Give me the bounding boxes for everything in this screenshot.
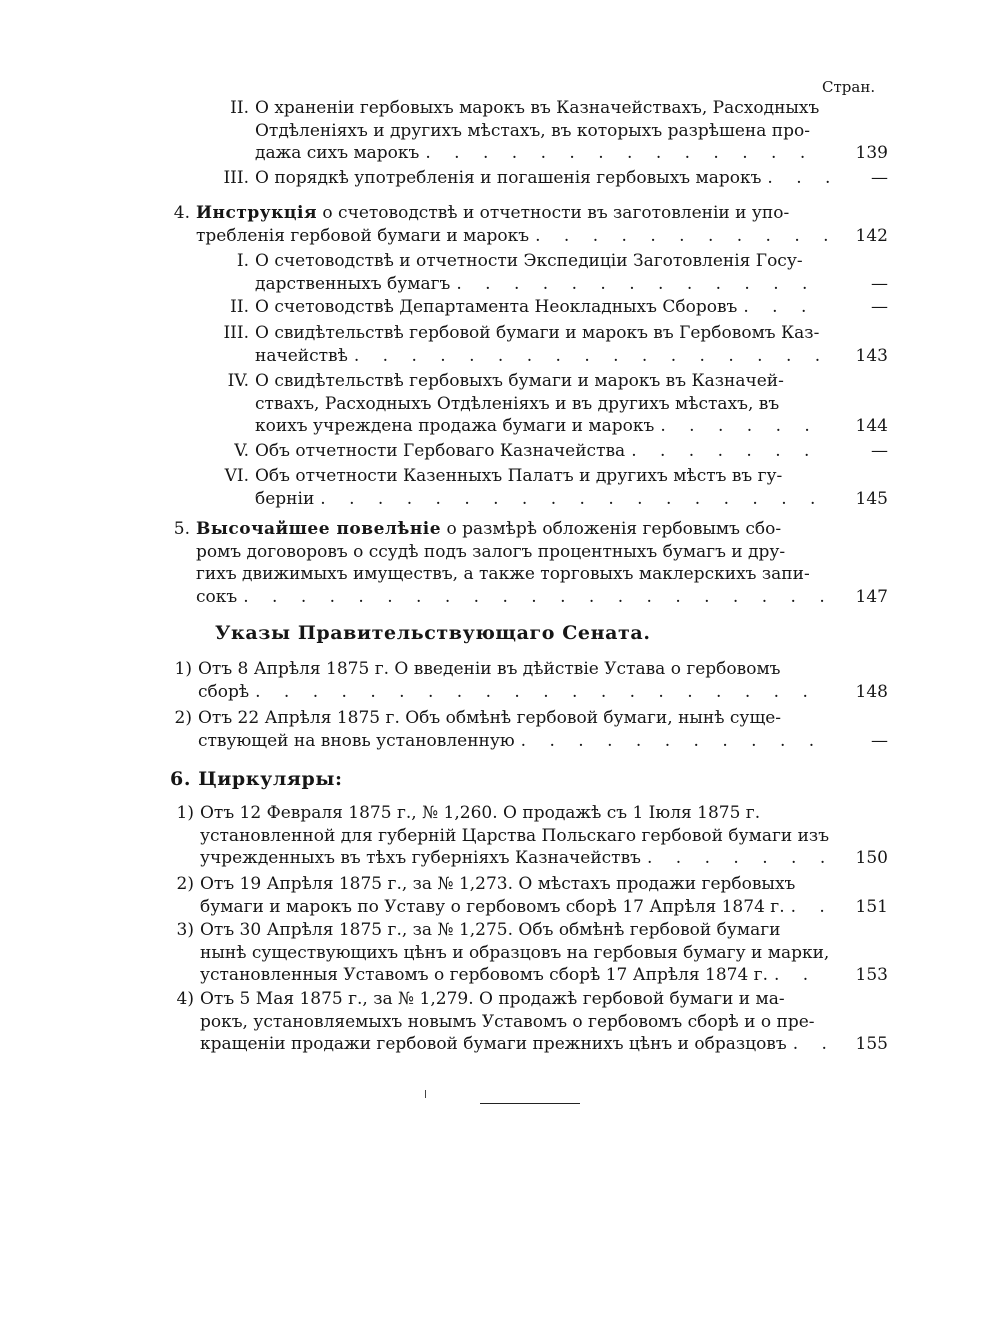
page-number: 142	[855, 225, 888, 246]
entry-line: ствующей на вновь установленную . . .	[198, 730, 830, 753]
toc-circular-1	[176, 802, 888, 870]
leader-dots	[641, 847, 830, 870]
entry-number: V.	[234, 441, 249, 461]
section-title-bold: Инструкція	[196, 203, 318, 223]
section-title-bold: Высочайшее повелѣніе	[196, 519, 442, 539]
leader-dots	[529, 225, 830, 248]
leader-dots	[625, 440, 830, 463]
entry-line: ромъ договоровъ о ссудѣ подъ залогъ процентныхъ бумагъ и дру-	[196, 541, 786, 562]
entry-line: О порядкѣ употребленія и погашенія гербовыхъ марокъ . . .	[255, 167, 830, 190]
page-number: —	[871, 441, 888, 461]
senate-heading: Указы Правительствующаго Сената.	[215, 622, 651, 644]
entry-line: установленныя Уставомъ о гербовомъ сборѣ 17 Апрѣля 1874 г. . . .	[200, 964, 830, 987]
entry-line: О счетоводствѣ Департамента Неокладныхъ Сборовъ . . .	[255, 296, 830, 319]
entry-line: Отъ 5 Мая 1875 г., за № 1,279. О продажѣ гербовой бумаги и ма-	[200, 989, 785, 1009]
entry-line: учрежденныхъ въ тѣхъ губерніяхъ Казначействъ . . .	[200, 847, 830, 870]
toc-circular-3	[176, 919, 888, 987]
page-number: —	[871, 297, 888, 317]
toc-entry-ii	[230, 97, 888, 165]
toc-circular-2	[176, 873, 888, 918]
toc-section-5	[173, 518, 888, 608]
entry-number: II.	[230, 98, 249, 118]
toc-entry-4-ii	[230, 296, 888, 319]
entry-line: коихъ учреждена продажа бумаги и марокъ . . .	[255, 415, 830, 438]
entry-line: берніи . . .	[255, 488, 830, 511]
entry-line: установленной для губерній Царства Польскаго гербовой бумаги изъ	[200, 825, 830, 846]
entry-number: 1)	[174, 659, 192, 679]
page-number: 151	[855, 896, 888, 917]
leader-dots	[314, 488, 830, 511]
entry-number: 2)	[174, 708, 192, 728]
page-number: 148	[855, 681, 888, 702]
entry-line: рокъ, установляемыхъ новымъ Уставомъ о гербовомъ сборѣ и о пре-	[200, 1011, 815, 1032]
page-number: 145	[855, 488, 888, 509]
toc-entry-4-iv	[227, 370, 888, 438]
entry-line: требленія гербовой бумаги и марокъ . . .	[196, 225, 830, 248]
leader-dots	[737, 296, 830, 319]
leader-dots	[249, 681, 830, 704]
entry-line: О храненіи гербовыхъ марокъ въ Казначействахъ, Расходныхъ	[255, 98, 820, 118]
toc-entry-4-i	[236, 250, 888, 295]
entry-number: 2)	[176, 874, 194, 894]
page-number: 144	[855, 416, 888, 436]
page-number: 147	[855, 586, 888, 607]
entry-number: IV.	[227, 371, 249, 391]
entry-line: Объ отчетности Казенныхъ Палатъ и другихъ мѣстъ въ гу-	[255, 466, 783, 486]
toc-entry-iii	[223, 167, 888, 190]
entry-line: Инструкція о счетоводствѣ и отчетности въ заготовленіи и упо-	[196, 203, 790, 223]
entry-line: Отъ 30 Апрѣля 1875 г., за № 1,275. Объ обмѣнѣ гербовой бумаги	[200, 920, 781, 940]
section-number: 4.	[173, 203, 190, 223]
page-number: —	[871, 273, 888, 294]
toc-senate-1	[174, 658, 888, 703]
entry-line: Объ отчетности Гербоваго Казначейства . . .	[255, 440, 830, 463]
entry-line: О свидѣтельствѣ гербовой бумаги и марокъ въ Гербовомъ Каз-	[255, 323, 820, 343]
entry-number: II.	[230, 297, 249, 317]
entry-line: Высочайшее повелѣніе о размѣрѣ обложенія гербовымъ сбо-	[196, 519, 782, 539]
entry-number: III.	[223, 168, 249, 188]
stray-mark	[425, 1090, 426, 1098]
toc-entry-4-v	[234, 440, 888, 463]
entry-line: О счетоводствѣ и отчетности Экспедиціи Заготовленія Госу-	[255, 251, 803, 271]
entry-line: сборѣ . . .	[198, 681, 830, 704]
entry-line: сокъ . . .	[196, 586, 830, 609]
toc-section-4	[173, 202, 888, 247]
leader-dots	[785, 896, 830, 919]
entry-line: нынѣ существующихъ цѣнъ и образцовъ на гербовыя бумагу и марки,	[200, 942, 830, 963]
entry-line: Отъ 12 Февраля 1875 г., № 1,260. О продажѣ съ 1 Іюля 1875 г.	[200, 803, 761, 823]
entry-number: 4)	[176, 989, 194, 1009]
entry-line: О свидѣтельствѣ гербовыхъ бумаги и марокъ въ Казначей-	[255, 371, 784, 391]
page-number: 153	[855, 965, 888, 985]
page-number: 150	[855, 848, 888, 868]
entry-number: 1)	[176, 803, 194, 823]
entry-number: III.	[223, 323, 249, 343]
page-number: 143	[855, 345, 888, 366]
leader-dots	[787, 1033, 830, 1056]
leader-dots	[761, 167, 830, 190]
entry-number: VI.	[224, 466, 249, 486]
toc-senate-2	[174, 707, 888, 752]
toc-entry-4-vi	[224, 465, 888, 510]
page-column-header: Стран.	[822, 78, 876, 96]
leader-dots	[450, 273, 830, 296]
entry-line: дарственныхъ бумагъ . . .	[255, 273, 830, 296]
section-number: 5.	[173, 519, 190, 539]
leader-dots	[419, 142, 830, 165]
entry-line: Отъ 8 Апрѣля 1875 г. О введеніи въ дѣйствіе Устава о гербовомъ	[198, 659, 781, 679]
entry-number: 3)	[176, 920, 194, 940]
leader-dots	[768, 964, 830, 987]
toc-circular-4	[176, 988, 888, 1056]
page-number: 139	[855, 143, 888, 163]
leader-dots	[515, 730, 830, 753]
entry-line: гихъ движимыхъ имуществъ, а также торговыхъ маклерскихъ запи-	[196, 564, 810, 584]
entry-line: Отдѣленіяхъ и другихъ мѣстахъ, въ которыхъ разрѣшена про-	[255, 120, 810, 141]
entry-line: Отъ 19 Апрѣля 1875 г., за № 1,273. О мѣстахъ продажи гербовыхъ	[200, 874, 796, 894]
entry-line: дажа сихъ марокъ . . .	[255, 142, 830, 165]
page-number: —	[871, 168, 888, 188]
page-number: —	[871, 730, 888, 751]
entry-number: I.	[236, 251, 249, 271]
leader-dots	[654, 415, 830, 438]
circulars-heading: 6. Циркуляры:	[170, 768, 343, 790]
page-number: 155	[855, 1034, 888, 1054]
entry-line: бумаги и марокъ по Уставу о гербовомъ сборѣ 17 Апрѣля 1874 г. . . .	[200, 896, 830, 919]
toc-entry-4-iii	[223, 322, 888, 367]
entry-line: начействѣ . . .	[255, 345, 830, 368]
leader-dots	[348, 345, 830, 368]
entry-line: кращеніи продажи гербовой бумаги прежнихъ цѣнъ и образцовъ . . .	[200, 1033, 830, 1056]
leader-dots	[237, 586, 830, 609]
end-rule	[480, 1103, 580, 1104]
entry-line: ствахъ, Расходныхъ Отдѣленіяхъ и въ другихъ мѣстахъ, въ	[255, 393, 780, 414]
entry-line: Отъ 22 Апрѣля 1875 г. Объ обмѣнѣ гербовой бумаги, нынѣ суще-	[198, 708, 782, 728]
